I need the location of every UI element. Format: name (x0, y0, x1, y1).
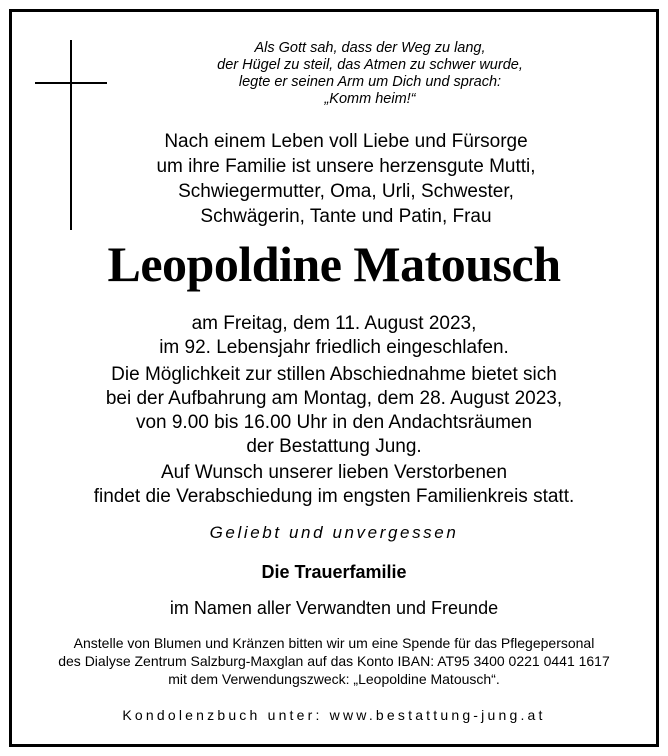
motto: Geliebt und unvergessen (209, 523, 459, 542)
family-signature: Die Trauerfamilie (261, 562, 407, 582)
farewell-line: findet die Verabschiedung im engsten Familienkreis statt. (93, 486, 575, 507)
viewing-line: Die Möglichkeit zur stillen Abschiednahme bietet sich (111, 364, 557, 385)
death-line: im 92. Lebensjahr friedlich eingeschlafen. (159, 337, 509, 358)
poem-line: der Hügel zu steil, das Atmen zu schwer wurde, (217, 57, 523, 73)
poem-line: legte er seinen Arm um Dich und sprach: (238, 74, 502, 90)
poem-line: Als Gott sah, dass der Weg zu lang, (254, 40, 486, 56)
intro-line: Nach einem Leben voll Liebe und Fürsorge (164, 131, 528, 152)
viewing-line: von 9.00 bis 16.00 Uhr in den Andachtsräumen (135, 412, 533, 433)
donation-line: mit dem Verwendungszweck: „Leopoldine Matousch“. (168, 671, 500, 687)
viewing-line: bei der Aufbahrung am Montag, dem 28. August 2023, (105, 388, 563, 409)
farewell-line: Auf Wunsch unserer lieben Verstorbenen (160, 462, 508, 483)
intro-line: Schwiegermutter, Oma, Urli, Schwester, (178, 181, 514, 202)
condolence-book-link[interactable]: Kondolenzbuch unter: www.bestattung-jung.at (122, 707, 546, 723)
poem-line: „Komm heim!“ (324, 91, 416, 107)
donation-line: Anstelle von Blumen und Kränzen bitten wir um eine Spende für das Pflegepersonal (73, 635, 595, 651)
death-line: am Freitag, dem 11. August 2023, (191, 313, 477, 334)
intro-line: Schwägerin, Tante und Patin, Frau (200, 206, 492, 227)
relatives-line: im Namen aller Verwandten und Freunde (169, 598, 499, 618)
viewing-line: der Bestattung Jung. (246, 436, 422, 457)
intro-line: um ihre Familie ist unsere herzensgute Mutti, (156, 156, 536, 177)
donation-line: des Dialyse Zentrum Salzburg-Maxglan auf das Konto IBAN: AT95 3400 0221 0441 1617 (58, 653, 610, 669)
deceased-name: Leopoldine Matousch (107, 236, 561, 292)
